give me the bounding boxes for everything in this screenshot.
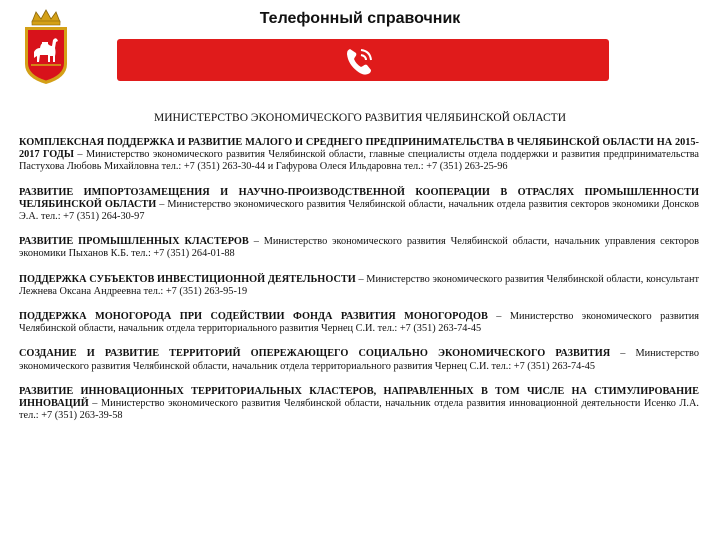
entry-heading: ПОДДЕРЖКА СУБЪЕКТОВ ИНВЕСТИЦИОННОЙ ДЕЯТЕЛЬНОСТИ: [19, 273, 356, 285]
entry-heading: КОМПЛЕКСНАЯ ПОДДЕРЖКА И РАЗВИТИЕ МАЛОГО И СРЕДНЕГО ПРЕДПРИНИМАТЕЛЬСТВА В ЧЕЛЯБИНСКОЙ ОБЛАСТИ НА 2015-2017 ГОДЫ: [19, 137, 699, 161]
entry-body: – Министерство экономического развития Челябинской области, главные специалисты отдела поддержки и развития предпринимательства Пастухова Любовь Михайловна тел.: +7 (351) 263-30-44 и Гафурова Олеся Ильдаровна тел.: +7 (351) 263-25-96: [19, 149, 699, 173]
entry-heading: РАЗВИТИЕ ПРОМЫШЛЕННЫХ КЛАСТЕРОВ: [19, 236, 249, 248]
contact-entry: [19, 187, 699, 224]
page-title: Телефонный справочник: [259, 10, 461, 27]
phone-icon: [343, 46, 375, 78]
entry-body: – Министерство экономического развития Челябинской области, начальник управления секторов экономики Пыханов К.Б. тел.: +7 (351) 264-01-88: [19, 236, 699, 260]
entry-heading: РАЗВИТИЕ ИМПОРТОЗАМЕЩЕНИЯ И НАУЧНО-ПРОИЗВОДСТВЕННОЙ КООПЕРАЦИИ В ОТРАСЛЯХ ПРОМЫШЛЕННОСТИ ЧЕЛЯБИНСКОЙ ОБЛАСТИ: [19, 186, 699, 210]
contact-entry: [19, 386, 699, 423]
entry-heading: СОЗДАНИЕ И РАЗВИТИЕ ТЕРРИТОРИЙ ОПЕРЕЖАЮЩЕГО СОЦИАЛЬНО ЭКОНОМИЧЕСКОГО РАЗВИТИЯ: [19, 348, 611, 360]
entry-body: – Министерство экономического развития Челябинской области, начальник отдела развития инновационной деятельности Исенко Л.А. тел.: +7 (351) 263-39-58: [19, 398, 699, 422]
contact-entry: [19, 311, 699, 335]
entry-body: – Министерство экономического развития Челябинской области, начальник отдела территориального развития Чернец С.И. тел.: +7 (351) 263-74-45: [19, 348, 699, 372]
entry-heading: РАЗВИТИЕ ИННОВАЦИОННЫХ ТЕРРИТОРИАЛЬНЫХ КЛАСТЕРОВ, НАПРАВЛЕННЫХ В ТОМ ЧИСЛЕ НА СТИМУЛИРОВАНИЕ ИННОВАЦИЙ: [19, 385, 699, 410]
entry-heading: ПОДДЕРЖКА МОНОГОРОДА ПРИ СОДЕЙСТВИИ ФОНДА РАЗВИТИЯ МОНОГОРОДОВ: [19, 311, 488, 323]
contact-entry: [19, 348, 699, 372]
contact-list: [19, 137, 699, 435]
contact-entry: [19, 274, 699, 298]
entry-body: – Министерство экономического развития Челябинской области, консультант Лежнева Оксана Андреевна тел.: +7 (351) 263-95-19: [19, 273, 699, 297]
ministry-heading: МИНИСТЕРСТВО ЭКОНОМИЧЕСКОГО РАЗВИТИЯ ЧЕЛЯБИНСКОЙ ОБЛАСТИ: [153, 112, 567, 124]
entry-body: – Министерство экономического развития Челябинской области, начальник отдела территориального развития Чернец С.И. тел.: +7 (351) 263-74-45: [19, 311, 699, 335]
contact-entry: [19, 137, 699, 174]
contact-entry: [19, 236, 699, 260]
entry-body: – Министерство экономического развития Челябинской области, начальник отдела развития секторов экономики Донсков Э.А. тел.: +7 (351) 264-30-97: [19, 198, 699, 223]
